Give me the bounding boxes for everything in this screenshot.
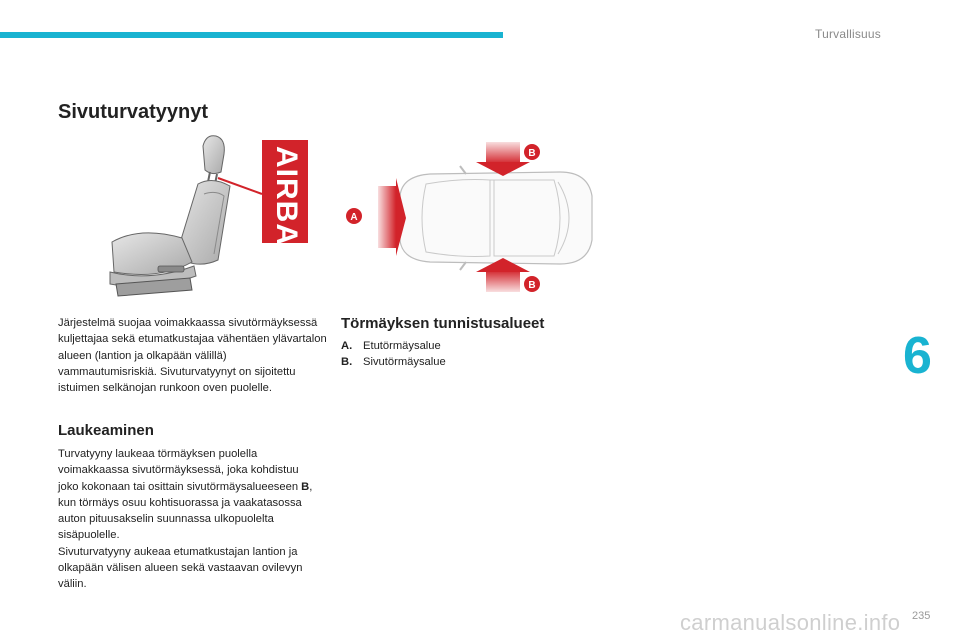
- chapter-number: 6: [903, 327, 932, 385]
- zone-label: Sivutörmäysalue: [363, 356, 446, 368]
- deployment-text-part2: , kun törmäys osuu kohtisuorassa ja vaakatasossa auton pituusakselin suunnassa ulkopuolelta sisäpuolelle.: [58, 480, 313, 542]
- page-title: Sivuturvatyynyt: [58, 101, 209, 123]
- zone-item-b: [341, 354, 446, 370]
- intro-paragraph: Järjestelmä suojaa voimakkaassa sivutörmäyksessä kuljettajaa sekä etumatkustajaa vähentäen ylävartalon alueen (lantion ja olkapään välillä) vammautumisriskiä. Sivuturvatyynyt on sijoitettu istuimen selkänojan runkoon oven puolelle.: [58, 317, 327, 395]
- zone-key: B.: [341, 356, 353, 368]
- seat-airbag-illustration: [100, 130, 315, 310]
- deployment-text-part1: Turvatyyny laukeaa törmäyksen puolella voimakkaassa sivutörmäyksessä, joka kohdistuu joko kokonaan tai osittain sivutörmäysalueeseen: [58, 448, 302, 493]
- zones-heading: Törmäyksen tunnistusalueet: [341, 315, 545, 332]
- deployment-text-part3: Sivuturvatyyny aukeaa etumatkustajan lantion ja olkapään välisen alueen sekä vastaavan ovilevyn väliin.: [58, 545, 303, 591]
- marker-a: A: [350, 212, 358, 223]
- airbag-label: AIRBAG: [270, 146, 303, 271]
- deployment-zone-ref: B: [301, 480, 310, 493]
- header-accent-bar: [0, 32, 503, 38]
- section-header: Turvallisuus: [815, 27, 881, 41]
- page-number: 235: [912, 610, 931, 622]
- deployment-heading: Laukeaminen: [58, 422, 154, 439]
- car-crash-zone-illustration: [340, 136, 605, 298]
- zone-list: [341, 338, 446, 370]
- watermark: carmanualsonline.info: [680, 610, 901, 635]
- zone-item-a: [341, 338, 446, 354]
- marker-b-bottom: B: [528, 280, 536, 291]
- zone-key: A.: [341, 340, 353, 352]
- zone-label: Etutörmäysalue: [363, 340, 441, 352]
- marker-b-top: B: [528, 148, 536, 159]
- deployment-paragraph: [58, 446, 320, 593]
